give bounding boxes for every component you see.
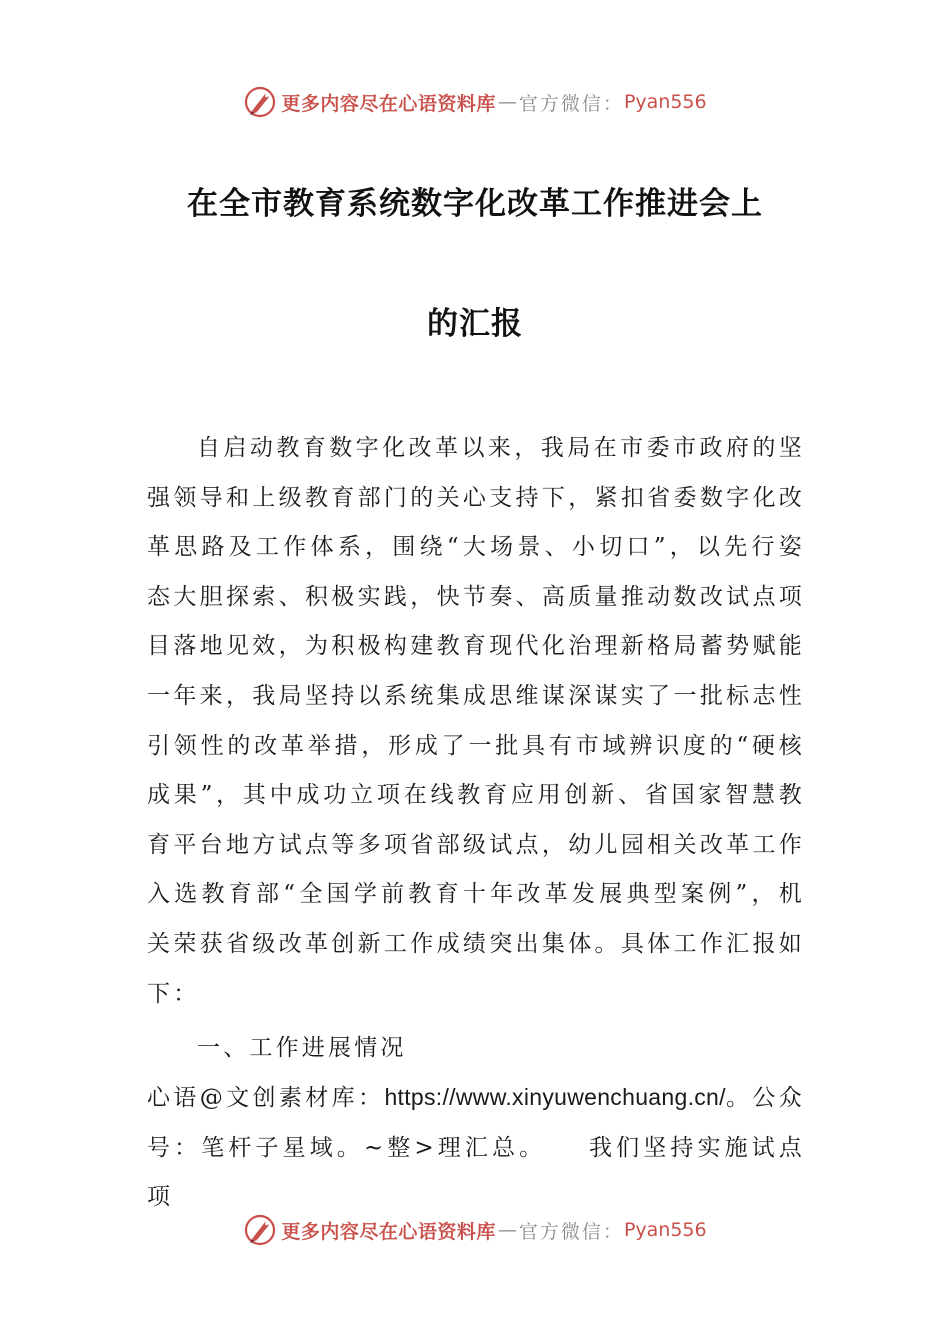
banner-text: 更多内容尽在心语资料库 (281, 92, 496, 115)
banner-wechat-label: 官方微信： (518, 92, 624, 115)
body-paragraph-2 (147, 1073, 805, 1223)
source-suffix: 。公众号：笔杆子星域。~整>理汇总。 我们坚持实施试点项 (147, 1085, 805, 1211)
pen-nib-logo-icon (243, 85, 277, 119)
pen-nib-logo-icon (243, 1213, 277, 1247)
banner-wechat-id: Pyan556 (623, 91, 707, 113)
banner-dash: — (497, 91, 517, 113)
footer-watermark-banner (0, 1210, 950, 1250)
banner-text: 更多内容尽在心语资料库 (281, 1220, 496, 1243)
banner-dash: — (497, 1219, 517, 1241)
banner-wechat-label: 官方微信： (518, 1220, 624, 1243)
banner-wechat-id: Pyan556 (623, 1219, 707, 1241)
source-url-link[interactable]: https://www.xinyuwenchuang.cn/ (384, 1084, 726, 1110)
header-watermark-banner (0, 82, 950, 122)
document-title-line1: 在全市教育系统数字化改革工作推进会上 (187, 186, 763, 222)
body-paragraph-1: 自启动教育数字化改革以来，我局在市委市政府的坚强领导和上级教育部门的关心支持下，紧扣省委数字化改革思路及工作体系，围绕“大场景、小切口”，以先行姿态大胆探索、积极实践，快节奏、高质量推动数改试点项目落地见效，为积极构建教育现代化治理新格局蓄势赋能一年来，我局坚持以系统集成思维谋深谋实了一批标志性引领性的改革举措，形成了一批具有市域辨识度的“硬核成果”，其中成功立项在线教育应用创新、省国家智慧教育平台地方试点等多项省部级试点，幼儿园相关改革工作入选教育部“全国学前教育十年改革发展典型案例”，机关荣获省级改革创新工作成绩突出集体。具体工作汇报如下： (147, 435, 805, 1007)
source-prefix: 心语@文创素材库： (147, 1085, 385, 1111)
section-heading-1: 一、工作进展情况 (197, 1035, 407, 1061)
document-title-line2: 的汇报 (427, 306, 523, 342)
